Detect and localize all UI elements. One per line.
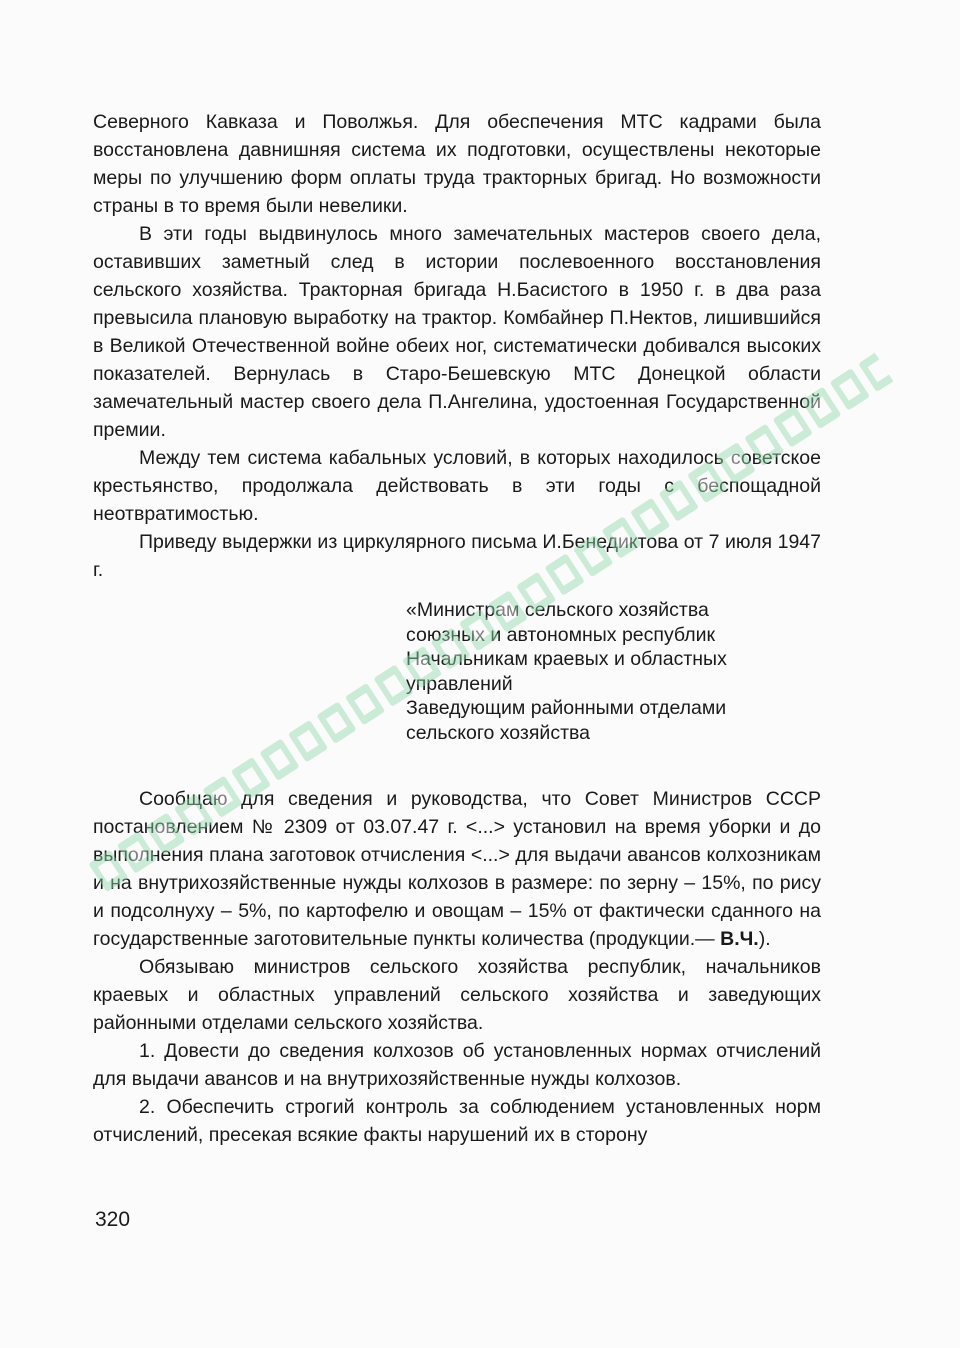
body-text [93,108,821,1149]
author-initials: В.Ч. [720,928,759,950]
page-number: 320 [95,1208,131,1231]
letter-paragraph-2: Обязываю министров сельского хозяйства республик, начальников краевых и областных управлений сельского хозяйства и заведующих районными отделами сельского хозяйства. [93,956,821,1034]
address-line: союзных и автономных республик [406,623,716,646]
paragraph-1: Северного Кавказа и Поволжья. Для обеспечения МТС кадрами была восстановлена давнишняя система их подготовки, осуществлены некоторые меры по улучшению форм оплаты труда тракторных бригад. Но возможности страны в то время были невелики. [93,111,821,217]
letter-paragraph-1 [93,785,821,953]
address-line: «Министрам сельского хозяйства [406,599,709,621]
letter-address-block [406,598,821,745]
letter-paragraph-1-main: Сообщаю для сведения и руководства, что Совет Министров СССР постановлением № 2309 от 03.07.47 г. <...> установил на время уборки и до выполнения плана заготовок отчисления <...> для выдачи авансов колхозникам и на внутрихозяйственные нужды колхозов в размере: по зерну – 15%, по рису и подсолнуху – 5%, по картофелю и овощам – 15% от фактически сданного на государственные заготовительные пункты количества (продукции.— [93,788,821,950]
list-item-2: 2. Обеспечить строгий контроль за соблюдением установленных норм отчислений, пресекая всякие факты нарушений их в сторону [93,1096,821,1146]
letter-paragraph-1-end: ). [758,928,771,950]
spacer [93,745,821,785]
paragraph-3: Между тем система кабальных условий, в которых находилось советское крестьянство, продолжала действовать в эти годы с беспощадной неотвратимостью. [93,447,821,525]
paragraph-2: В эти годы выдвинулось много замечательных мастеров своего дела, оставивших заметный след в истории послевоенного восстановления сельского хозяйства. Тракторная бригада Н.Басистого в 1950 г. в два раза превысила плановую выработку на трактор. Комбайнер П.Нектов, лишившийся в Великой Отечественной войне обеих ног, систематически добивался высоких показателей. Вернулась в Старо-Бешевскую МТС Донецкой области замечательный мастер своего дела П.Ангелина, удостоенная Государственной премии. [93,223,821,441]
address-line: сельского хозяйства [406,721,590,744]
address-line: Начальникам краевых и областных [406,648,727,670]
list-item-1: 1. Довести до сведения колхозов об установленных нормах отчислений для выдачи авансов и на внутрихозяйственные нужды колхозов. [93,1040,821,1090]
paragraph-4: Приведу выдержки из циркулярного письма И.Бенедиктова от 7 июля 1947 г. [93,531,821,581]
address-line: управлений [406,672,513,695]
address-line: Заведующим районными отделами [406,697,727,719]
